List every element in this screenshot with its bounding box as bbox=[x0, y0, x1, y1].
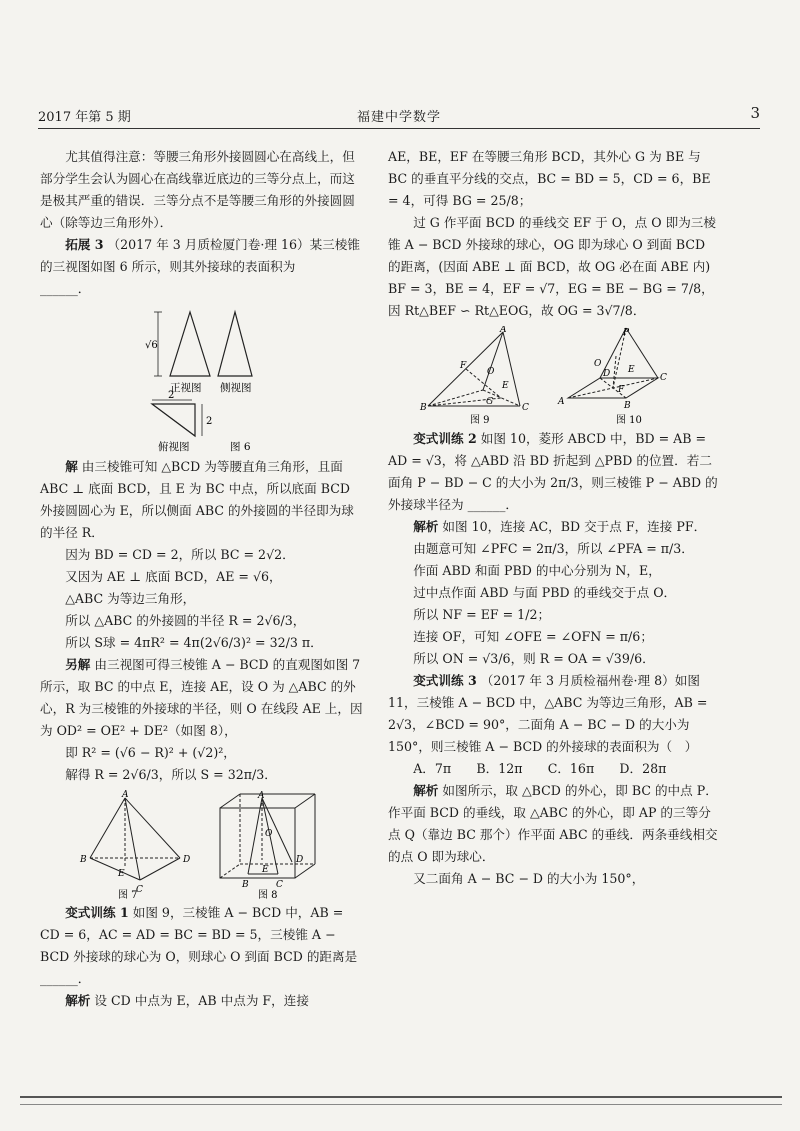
page-header bbox=[38, 102, 760, 126]
solution-label: 解 bbox=[65, 459, 78, 474]
svg-text:G: G bbox=[486, 397, 494, 407]
figure-9-drawing bbox=[428, 332, 520, 406]
extension-3-label: 拓展 3 bbox=[65, 237, 104, 252]
formula-line: 所以 ON = √3/6，则 R = OA = √39/6． bbox=[413, 651, 655, 666]
svg-text:A: A bbox=[258, 791, 265, 801]
answer-blank: ______． bbox=[40, 971, 91, 986]
figure-9-caption: 图 9 bbox=[470, 415, 490, 426]
svg-text:F: F bbox=[460, 361, 467, 371]
svg-text:A: A bbox=[500, 326, 507, 335]
svg-text:D: D bbox=[603, 369, 611, 379]
svg-text:E: E bbox=[628, 365, 635, 375]
analysis bbox=[40, 990, 365, 1012]
paragraph: AE，BE，EF 在等腰三角形 BCD，其外心 G 为 BE 与 BC 的垂直平分线的交点，BC = BD = 5，CD = 6，BE = 4，可得 BG = 25/8； bbox=[388, 149, 711, 208]
paragraph: 过 G 作平面 BCD 的垂线交 EF 于 O，点 O 即为三棱锥 A − BCD 外接球的球心，OG 即为球心 O 到面 BCD 的距离，(因面 ABE ⊥ 面 BCD，故 OG 必在面 ABE 内) BF = 3，BE = 4，EF = √7，EG = BE − BG = 7/8，因 Rt△BEF ∽ Rt△EOG，故 OG = 3√7/8． bbox=[388, 215, 716, 318]
svg-text:A: A bbox=[558, 397, 565, 407]
figure-6-drawing bbox=[40, 304, 365, 454]
formula-line: 又二面角 A − BC − D 的大小为 150°， bbox=[413, 871, 645, 886]
journal-title: 福建中学数学 bbox=[356, 110, 441, 125]
svg-text:B: B bbox=[80, 855, 87, 865]
formula-line: △ABC 为等边三角形， bbox=[65, 591, 196, 606]
svg-text:A: A bbox=[122, 790, 129, 800]
variant-3-label: 变式训练 3 bbox=[413, 673, 477, 688]
analysis-3-text: 如图所示，取 △BCD 的外心，即 BC 的中点 P．作平面 BCD 的垂线，取 △ABC 的外心，即 AP 的三等分点 Q（靠边 BC 那个）作平面 ABC 的垂线．两条垂线相交的点 O 即为球心． bbox=[388, 783, 718, 864]
svg-text:B: B bbox=[420, 403, 427, 413]
figure-7-drawing bbox=[90, 798, 180, 880]
alt-label: 另解 bbox=[65, 657, 91, 672]
footer-rule bbox=[20, 1096, 782, 1098]
header-rule bbox=[38, 128, 760, 129]
page-number: 3 bbox=[750, 104, 760, 122]
svg-text:C: C bbox=[276, 880, 283, 890]
paragraph: 尤其值得注意：等腰三角形外接圆圆心在高线上，但部分学生会认为圆心在高线靠近底边的三等分点上，而这是极其严重的错误．三等分点不是等腰三角形的外接圆圆心（除等边三角形外）． bbox=[40, 149, 355, 230]
variant-2 bbox=[388, 428, 720, 516]
variant-1-text: 如图 9，三棱锥 A − BCD 中，AB = CD = 6，AC = AD = BC = BD = 5，三棱锥 A − BCD 外接球的球心为 O，则球心 O 到面 BCD 的距离是 bbox=[40, 905, 358, 964]
left-column bbox=[40, 146, 365, 1012]
svg-text:C: C bbox=[660, 373, 667, 383]
svg-text:O: O bbox=[265, 829, 273, 839]
svg-text:P: P bbox=[623, 328, 630, 338]
svg-text:D: D bbox=[296, 855, 304, 865]
figure-8-caption: 图 8 bbox=[258, 890, 278, 900]
side-view-shape bbox=[218, 312, 252, 376]
formula-line: 所以 △ABC 的外接圆的半径 R = 2√6/3， bbox=[65, 613, 306, 628]
figure-10-caption: 图 10 bbox=[616, 415, 642, 426]
svg-text:C: C bbox=[522, 403, 529, 413]
svg-text:O: O bbox=[594, 359, 602, 369]
height-label: √6 bbox=[145, 340, 158, 351]
answer-options: A．7π B．12π C．16π D．28π bbox=[413, 761, 667, 776]
side-view-label: 侧视图 bbox=[220, 382, 252, 394]
figure-6-caption: 图 6 bbox=[230, 441, 251, 453]
answer-blank: ______． bbox=[467, 497, 518, 512]
formula-line: 即 R² = (√6 − R)² + (√2)²， bbox=[65, 745, 236, 760]
variant-3-text: （2017 年 3 月质检福州卷·理 8）如图 11，三棱锥 A − BCD 中，△ABC 为等边三角形，AB = 2√3，∠BCD = 90°，二面角 A − BC − D 的大小为 150°，则三棱锥 A − BCD 的外接球的表面积为（ ） bbox=[388, 673, 708, 754]
figures-7-8 bbox=[40, 790, 365, 900]
formula-line: 所以 NF = EF = 1/2； bbox=[413, 607, 551, 622]
right-column bbox=[388, 146, 720, 890]
svg-text:F: F bbox=[618, 385, 625, 395]
figure-10-drawing bbox=[568, 328, 658, 398]
figures-7-8-drawing bbox=[40, 790, 365, 900]
variant-3 bbox=[388, 670, 720, 758]
analysis-label: 解析 bbox=[65, 993, 91, 1008]
formula-line: 又因为 AE ⊥ 底面 BCD，AE = √6， bbox=[65, 569, 282, 584]
formula-line: 连接 OF，可知 ∠OFE = ∠OFN = π/6； bbox=[413, 629, 653, 644]
figures-9-10-drawing bbox=[388, 326, 720, 426]
variant-2-text: 如图 10，菱形 ABCD 中，BD = AB = AD = √3，将 △ABD 沿 BD 折起到 △PBD 的位置．若二面角 P − BD − C 的大小为 2π/3，则三棱锥 P − ABD 的外接球半径为 bbox=[388, 431, 718, 512]
alt-text: 由三视图可得三棱锥 A − BCD 的直观图如图 7 所示，取 BC 的中点 E，连接 AE，设 O 为 △ABC 的外心，R 为三棱锥的外接球的半径，则 O 在线段 AE 上，因为 OD² = OE² + DE²（如图 8）， bbox=[40, 657, 363, 738]
analysis-2-text: 如图 10，连接 AC，BD 交于点 F，连接 PF． bbox=[442, 519, 707, 534]
analysis-3-label: 解析 bbox=[413, 783, 439, 798]
width-label: 2 bbox=[168, 390, 175, 401]
depth-label: 2 bbox=[206, 416, 213, 427]
formula-line: 所以 S球 = 4πR² = 4π(2√6/3)² = 32/3 π． bbox=[65, 635, 323, 650]
formula-line: 由题意可知 ∠PFC = 2π/3，所以 ∠PFA = π/3． bbox=[413, 541, 694, 556]
top-view-label: 俯视图 bbox=[158, 441, 190, 453]
solution-text: 由三棱锥可知 △BCD 为等腰直角三角形，且面 ABC ⊥ 底面 BCD，且 E 为 BC 中点，所以底面 BCD 外接圆圆心为 E，所以侧面 ABC 的外接圆的半径即为球的半径 R． bbox=[40, 459, 354, 540]
svg-text:O: O bbox=[487, 367, 495, 377]
figure-6 bbox=[40, 304, 365, 454]
extension-3 bbox=[40, 234, 365, 300]
answer-blank: ______． bbox=[40, 281, 91, 296]
formula-line: 解得 R = 2√6/3，所以 S = 32π/3． bbox=[65, 767, 277, 782]
variant-1 bbox=[40, 902, 365, 990]
front-view-shape bbox=[170, 312, 210, 376]
solution bbox=[40, 456, 365, 544]
extension-3-text: （2017 年 3 月质检厦门卷·理 16）某三棱锥的三视图如图 6 所示，则其外接球的表面积为 bbox=[40, 237, 360, 274]
svg-text:D: D bbox=[183, 855, 191, 865]
svg-text:E: E bbox=[262, 865, 269, 875]
svg-text:B: B bbox=[242, 880, 249, 890]
formula-line: 作面 ABD 和面 PBD 的中心分别为 N，E， bbox=[413, 563, 661, 578]
analysis-text: 设 CD 中点为 E，AB 中点为 F，连接 bbox=[94, 993, 309, 1008]
variant-1-label: 变式训练 1 bbox=[65, 905, 129, 920]
issue-label: 2017 年第 5 期 bbox=[38, 110, 131, 125]
footer-rule-thin bbox=[20, 1104, 782, 1105]
analysis-2-label: 解析 bbox=[413, 519, 439, 534]
figures-9-10 bbox=[388, 326, 720, 426]
alternative-solution bbox=[40, 654, 365, 742]
analysis-2 bbox=[388, 516, 720, 538]
formula-line: 因为 BD = CD = 2，所以 BC = 2√2． bbox=[65, 547, 295, 562]
figure-7-caption: 图 7 bbox=[118, 890, 138, 900]
front-view-label: 正视图 bbox=[170, 382, 202, 394]
formula-line: 过中点作面 ABD 与面 PBD 的垂线交于点 O． bbox=[413, 585, 677, 600]
svg-text:B: B bbox=[624, 401, 631, 411]
svg-text:E: E bbox=[118, 869, 125, 879]
svg-text:C: C bbox=[136, 885, 143, 895]
svg-text:E: E bbox=[502, 381, 509, 391]
analysis-3 bbox=[388, 780, 720, 868]
variant-2-label: 变式训练 2 bbox=[413, 431, 477, 446]
